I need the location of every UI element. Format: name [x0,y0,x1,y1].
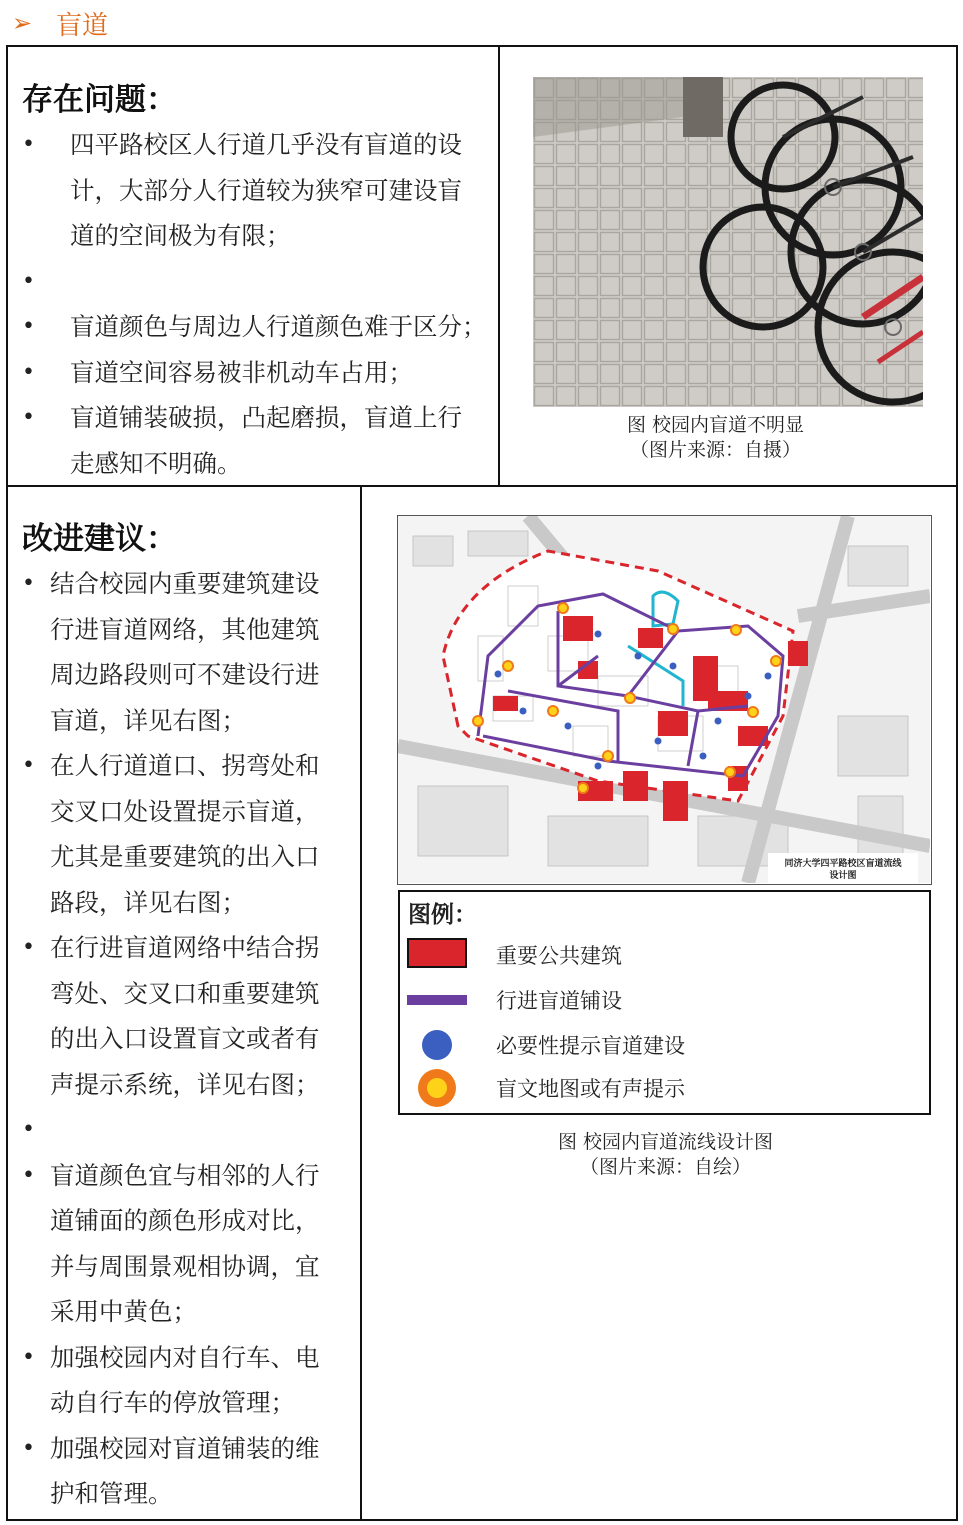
important-building-swatch-icon [407,938,467,968]
problem-item: • 四平路校区人行道几乎没有盲道的设计，大部分人行道较为狭窄可建设盲道的空间极为有限； [8,122,490,259]
legend-title: 图例： [408,902,477,928]
list-spacer [8,259,490,305]
photo-caption-title: 图 校园内盲道不明显 [626,414,805,436]
warning-tile-dot-icon [422,1030,452,1060]
map-caption [398,1130,933,1180]
problem-item: • 盲道铺装破损，凸起磨损，盲道上行走感知不明确。 [8,395,490,486]
legend-label: 行进盲道铺设 [496,989,622,1013]
arrow-bullet-icon: ➢ [12,9,33,37]
photo-caption-source: （图片来源：自摄） [629,439,801,461]
problem-item: • 盲道空间容易被非机动车占用； [8,350,490,396]
photo-caption [533,413,898,463]
suggestions-list [8,561,340,1517]
bottom-column-divider [360,485,362,1521]
suggestions-title: 改进建议： [22,521,177,557]
legend-label: 必要性提示盲道建设 [496,1034,685,1058]
map-caption-source: （图片来源：自绘） [579,1156,751,1178]
legend-label: 盲文地图或有声提示 [496,1077,685,1101]
top-column-divider [498,45,500,486]
legend-row [400,936,929,976]
suggestion-item: • 加强校园对盲道铺装的维护和管理。 [8,1426,340,1517]
problem-item: • 盲道颜色与周边人行道颜色难于区分； [8,304,490,350]
suggestion-item: • 结合校园内重要建筑建设行进盲道网络，其他建筑周边路段则可不建设行进盲道，详见右图； [8,561,340,743]
problems-list [8,122,490,486]
legend-row [400,1069,929,1109]
sidewalk-photo [533,77,923,407]
list-spacer [8,1107,340,1153]
legend-label: 重要公共建筑 [496,944,622,968]
map-legend [398,890,931,1115]
suggestion-item: • 加强校园内对自行车、电动自行车的停放管理； [8,1335,340,1426]
map-inset-subtitle: 设计图 [829,871,857,881]
section-heading [12,4,108,42]
problems-title: 存在问题： [22,82,177,118]
campus-map-drawing [398,516,930,883]
suggestion-item: • 在行进盲道网络中结合拐弯处、交叉口和重要建筑的出入口设置盲文或者有声提示系统，详见右图； [8,925,340,1107]
suggestion-item: • 在人行道道口、拐弯处和交叉口处设置提示盲道，尤其是重要建筑的出入口路段，详见右图； [8,743,340,925]
legend-row [400,1026,929,1066]
guide-path-swatch-icon [407,995,467,1005]
campus-map [397,515,932,885]
legend-row [400,981,929,1021]
suggestion-item: • 盲道颜色宜与相邻的人行道铺面的颜色形成对比，并与周围景观相协调，宜采用中黄色； [8,1153,340,1335]
braille-map-ring-icon [418,1069,456,1107]
map-inset-title: 同济大学四平路校区盲道流线 [784,859,902,869]
section-title: 盲道 [56,10,109,41]
map-caption-title: 图 校园内盲道流线设计图 [557,1131,774,1153]
